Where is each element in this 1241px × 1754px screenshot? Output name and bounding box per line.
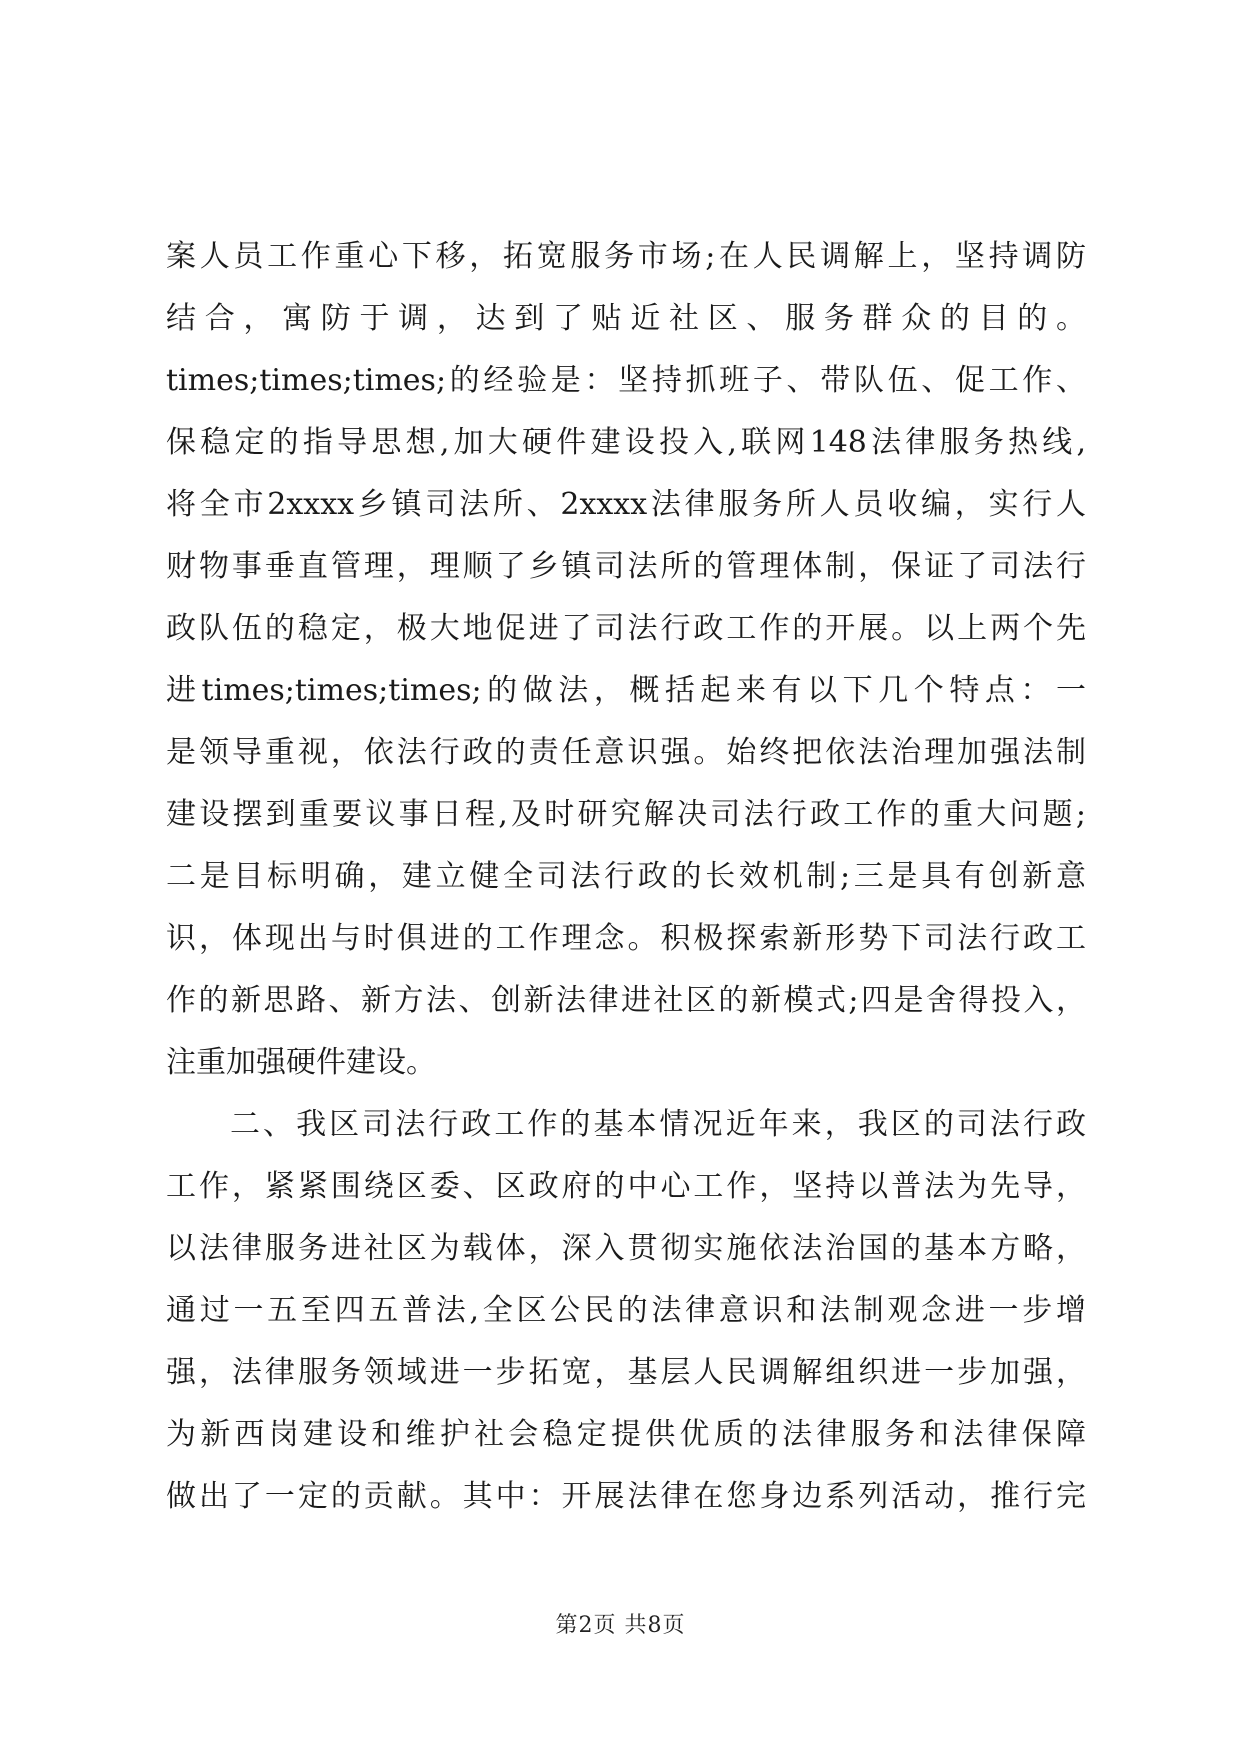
text-line: 强，法律服务领域进一步拓宽，基层人民调解组织进一步加强， bbox=[166, 1355, 1086, 1390]
text-line: 保稳定的指导思想,加大硬件建设投入,联网148法律服务热线, bbox=[166, 425, 1086, 460]
text-line: 做出了一定的贡献。其中：开展法律在您身边系列活动，推行完 bbox=[166, 1479, 1086, 1514]
text-line: 通过一五至四五普法,全区公民的法律意识和法制观念进一步增 bbox=[166, 1293, 1086, 1328]
text-line: 结合，寓防于调，达到了贴近社区、服务群众的目的。 bbox=[166, 301, 1086, 336]
text-line: 将全市2xxxx乡镇司法所、2xxxx法律服务所人员收编，实行人 bbox=[166, 487, 1086, 522]
text-line: 识，体现出与时俱进的工作理念。积极探索新形势下司法行政工 bbox=[166, 921, 1086, 956]
text-line: 二是目标明确，建立健全司法行政的长效机制;三是具有创新意 bbox=[166, 859, 1086, 894]
text-line: 工作，紧紧围绕区委、区政府的中心工作，坚持以普法为先导， bbox=[166, 1169, 1086, 1204]
text-line: 以法律服务进社区为载体，深入贯彻实施依法治国的基本方略， bbox=[166, 1231, 1086, 1266]
body-text bbox=[166, 226, 1086, 1528]
text-line: 进times;times;times;的做法，概括起来有以下几个特点：一 bbox=[166, 673, 1086, 708]
text-line: 财物事垂直管理，理顺了乡镇司法所的管理体制，保证了司法行 bbox=[166, 549, 1086, 584]
text-line: times;times;times;的经验是：坚持抓班子、带队伍、促工作、 bbox=[166, 363, 1086, 398]
text-line: 案人员工作重心下移，拓宽服务市场;在人民调解上，坚持调防 bbox=[166, 239, 1086, 274]
text-line: 注重加强硬件建设。 bbox=[166, 1045, 436, 1080]
paragraph-first-line: 二、我区司法行政工作的基本情况近年来，我区的司法行政 bbox=[230, 1107, 1086, 1142]
text-line: 是领导重视，依法行政的责任意识强。始终把依法治理加强法制 bbox=[166, 735, 1086, 770]
text-line: 政队伍的稳定，极大地促进了司法行政工作的开展。以上两个先 bbox=[166, 611, 1086, 646]
page-number-footer: 第2页 共8页 bbox=[555, 1613, 686, 1638]
text-line: 作的新思路、新方法、创新法律进社区的新模式;四是舍得投入， bbox=[166, 983, 1086, 1018]
text-line: 为新西岗建设和维护社会稳定提供优质的法律服务和法律保障 bbox=[166, 1417, 1086, 1452]
text-line: 建设摆到重要议事日程,及时研究解决司法行政工作的重大问题; bbox=[166, 797, 1086, 832]
